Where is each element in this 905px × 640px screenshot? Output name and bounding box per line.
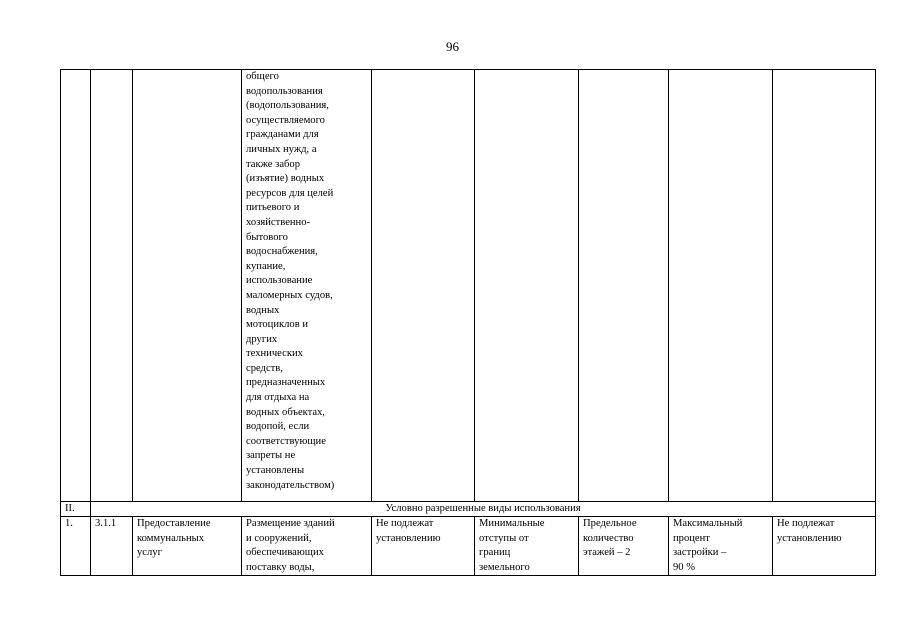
section-number: II.: [61, 502, 91, 517]
item-name-line: услуг: [137, 547, 162, 559]
zoning-table: [60, 69, 876, 576]
item-col9: [773, 517, 876, 576]
item-col8-line: застройки –: [673, 547, 727, 559]
item-name-line: Предоставление: [137, 518, 211, 529]
item-name: [133, 517, 242, 576]
description-line: (водопользования,: [246, 100, 329, 112]
description-line: личных нужд, а: [246, 143, 317, 155]
item-col6-line: Минимальные: [479, 518, 545, 529]
description-line: ресурсов для целей: [246, 187, 334, 199]
cell-name: [133, 70, 242, 502]
table-row-item: [61, 517, 876, 576]
description-line: водопользования: [246, 85, 323, 97]
cell-col8: [669, 70, 773, 502]
item-description-line: поставку воды,: [246, 561, 315, 573]
description-line: мотоциклов и: [246, 319, 309, 331]
item-description-line: обеспечивающих: [246, 547, 324, 559]
description-line: (изъятие) водных: [246, 173, 325, 185]
cell-col7: [579, 70, 669, 502]
description-line: осуществляемого: [246, 114, 325, 126]
item-col6: [475, 517, 579, 576]
description-line: гражданами для: [246, 129, 319, 141]
cell-col6: [475, 70, 579, 502]
item-col8-line: Максимальный: [673, 518, 743, 529]
cell-code: [91, 70, 133, 502]
item-code: 3.1.1: [91, 517, 133, 576]
description-line: бытового: [246, 231, 288, 243]
description-line: купание,: [246, 260, 286, 272]
description-line: водопой, если: [246, 421, 310, 433]
description-line: установлены: [246, 465, 305, 477]
item-col5: [372, 517, 475, 576]
description-line: маломерных судов,: [246, 289, 333, 301]
description-line: водных: [246, 304, 280, 316]
description-line: законодательством): [246, 479, 335, 491]
cell-description: [242, 70, 372, 502]
item-col9-line: установлению: [777, 532, 842, 544]
item-col5-line: установлению: [376, 532, 441, 544]
description-line: использование: [246, 275, 313, 287]
description-line: питьевого и: [246, 202, 300, 214]
item-col7-line: количество: [583, 532, 634, 544]
item-col7-line: этажей – 2: [583, 547, 631, 559]
item-col5-line: Не подлежат: [376, 518, 434, 529]
description-line: водных объектах,: [246, 406, 326, 418]
item-description-line: и сооружений,: [246, 532, 312, 544]
description-line: средств,: [246, 362, 283, 374]
item-col6-line: земельного: [479, 561, 530, 573]
cell-col5: [372, 70, 475, 502]
item-number: 1.: [61, 517, 91, 576]
cell-number: [61, 70, 91, 502]
item-description: [242, 517, 372, 576]
item-col7-line: Предельное: [583, 518, 637, 529]
table-row-continuation: [61, 70, 876, 502]
item-col8-line: процент: [673, 532, 710, 544]
item-col6-line: границ: [479, 547, 511, 559]
description-line: для отдыха на: [246, 392, 310, 404]
description-line: общего: [246, 71, 279, 82]
description-line: также забор: [246, 158, 301, 170]
item-col8: [669, 517, 773, 576]
description-line: соответствующие: [246, 435, 326, 447]
description-line: технических: [246, 348, 303, 360]
item-description-line: Размещение зданий: [246, 518, 335, 529]
description-line: других: [246, 333, 278, 345]
section-title: Условно разрешенные виды использования: [91, 502, 876, 517]
description-line: запреты не: [246, 450, 296, 462]
item-col9-line: Не подлежат: [777, 518, 835, 529]
item-col7: [579, 517, 669, 576]
item-name-line: коммунальных: [137, 532, 205, 544]
item-col8-line: 90 %: [673, 561, 696, 573]
item-col6-line: отступы от: [479, 532, 529, 544]
cell-col9: [773, 70, 876, 502]
page-number: 96: [446, 39, 459, 54]
description-line: предназначенных: [246, 377, 326, 389]
description-line: хозяйственно-: [246, 216, 311, 228]
table-row-section: [61, 502, 876, 517]
description-line: водоснабжения,: [246, 246, 318, 258]
